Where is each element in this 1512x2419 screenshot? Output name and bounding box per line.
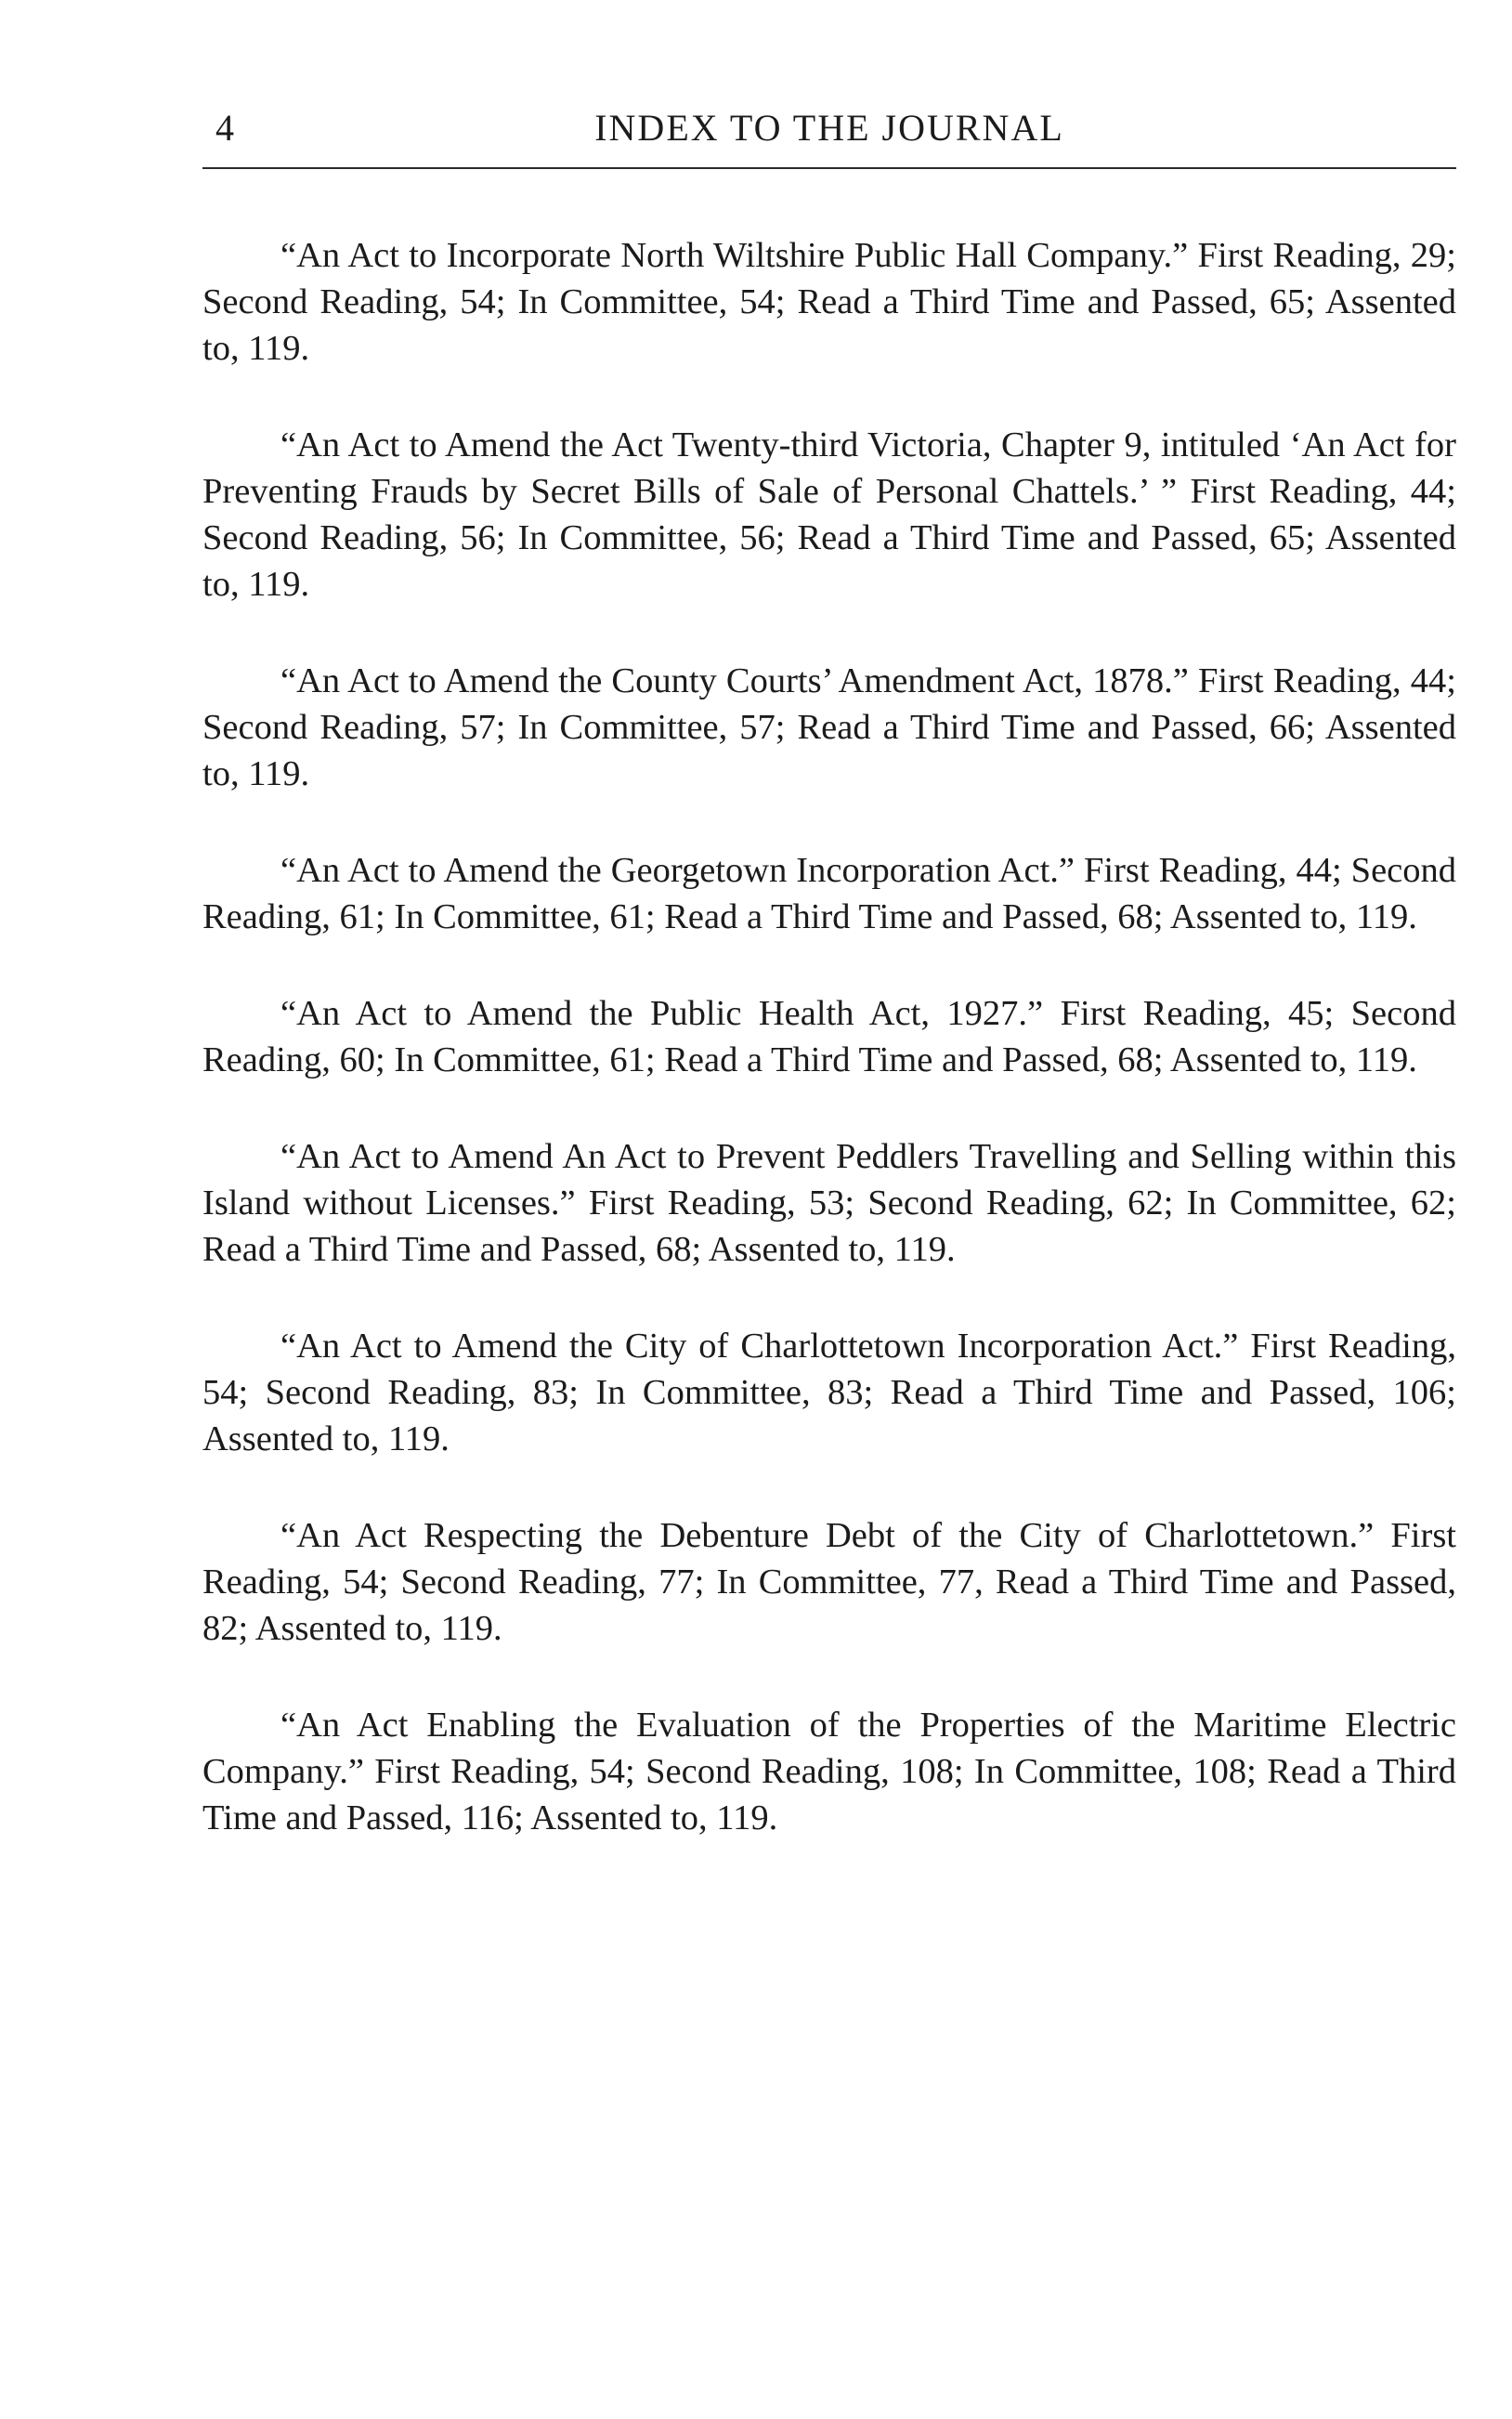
index-entry: “An Act Enabling the Evaluation of the Properties of the Maritime Electric Company.” First Reading, 54; Second Reading, 108; In Committee, 108; Read a Third Time and Passed, 116; Assented to, 119. <box>202 1706 1456 1837</box>
index-entry: “An Act Respecting the Debenture Debt of the City of Charlottetown.” First Reading, 54; Second Reading, 77; In Committee, 77, Read a Third Time and Passed, 82; Assented to, 119. <box>202 1516 1456 1648</box>
index-entry: “An Act to Amend the City of Charlottetown Incorporation Act.” First Reading, 54; Second Reading, 83; In Committee, 83; Read a Third Time and Passed, 106; Assented to, 119. <box>202 1327 1456 1458</box>
index-entry: “An Act to Amend the Act Twenty-third Victoria, Chapter 9, intituled ‘An Act for Preventing Frauds by Secret Bills of Sale of Personal Chattels.’ ” First Reading, 44; Second Reading, 56; In Committee, 56; Read a Third Time and Passed, 65; Assented to, 119. <box>202 425 1456 604</box>
index-entry: “An Act to Incorporate North Wiltshire Public Hall Company.” First Reading, 29; Second Reading, 54; In Committee, 54; Read a Third Time and Passed, 65; Assented to, 119. <box>202 236 1456 368</box>
index-entry: “An Act to Amend An Act to Prevent Peddlers Travelling and Selling within this Island without Licenses.” First Reading, 53; Second Reading, 62; In Committee, 62; Read a Third Time and Passed, 68; Assented to, 119. <box>202 1137 1456 1269</box>
index-entry: “An Act to Amend the Public Health Act, 1927.” First Reading, 45; Second Reading, 60; In Committee, 61; Read a Third Time and Passed, 68; Assented to, 119. <box>202 994 1456 1079</box>
header-rule <box>202 167 1456 169</box>
page-number: 4 <box>215 107 234 149</box>
index-entry: “An Act to Amend the County Courts’ Amendment Act, 1878.” First Reading, 44; Second Reading, 57; In Committee, 57; Read a Third Time and Passed, 66; Assented to, 119. <box>202 661 1456 793</box>
page-header <box>202 100 1456 156</box>
index-entries <box>202 232 1456 1891</box>
running-title: INDEX TO THE JOURNAL <box>594 107 1064 149</box>
index-entry: “An Act to Amend the Georgetown Incorporation Act.” First Reading, 44; Second Reading, 61; In Committee, 61; Read a Third Time and Passed, 68; Assented to, 119. <box>202 851 1456 936</box>
